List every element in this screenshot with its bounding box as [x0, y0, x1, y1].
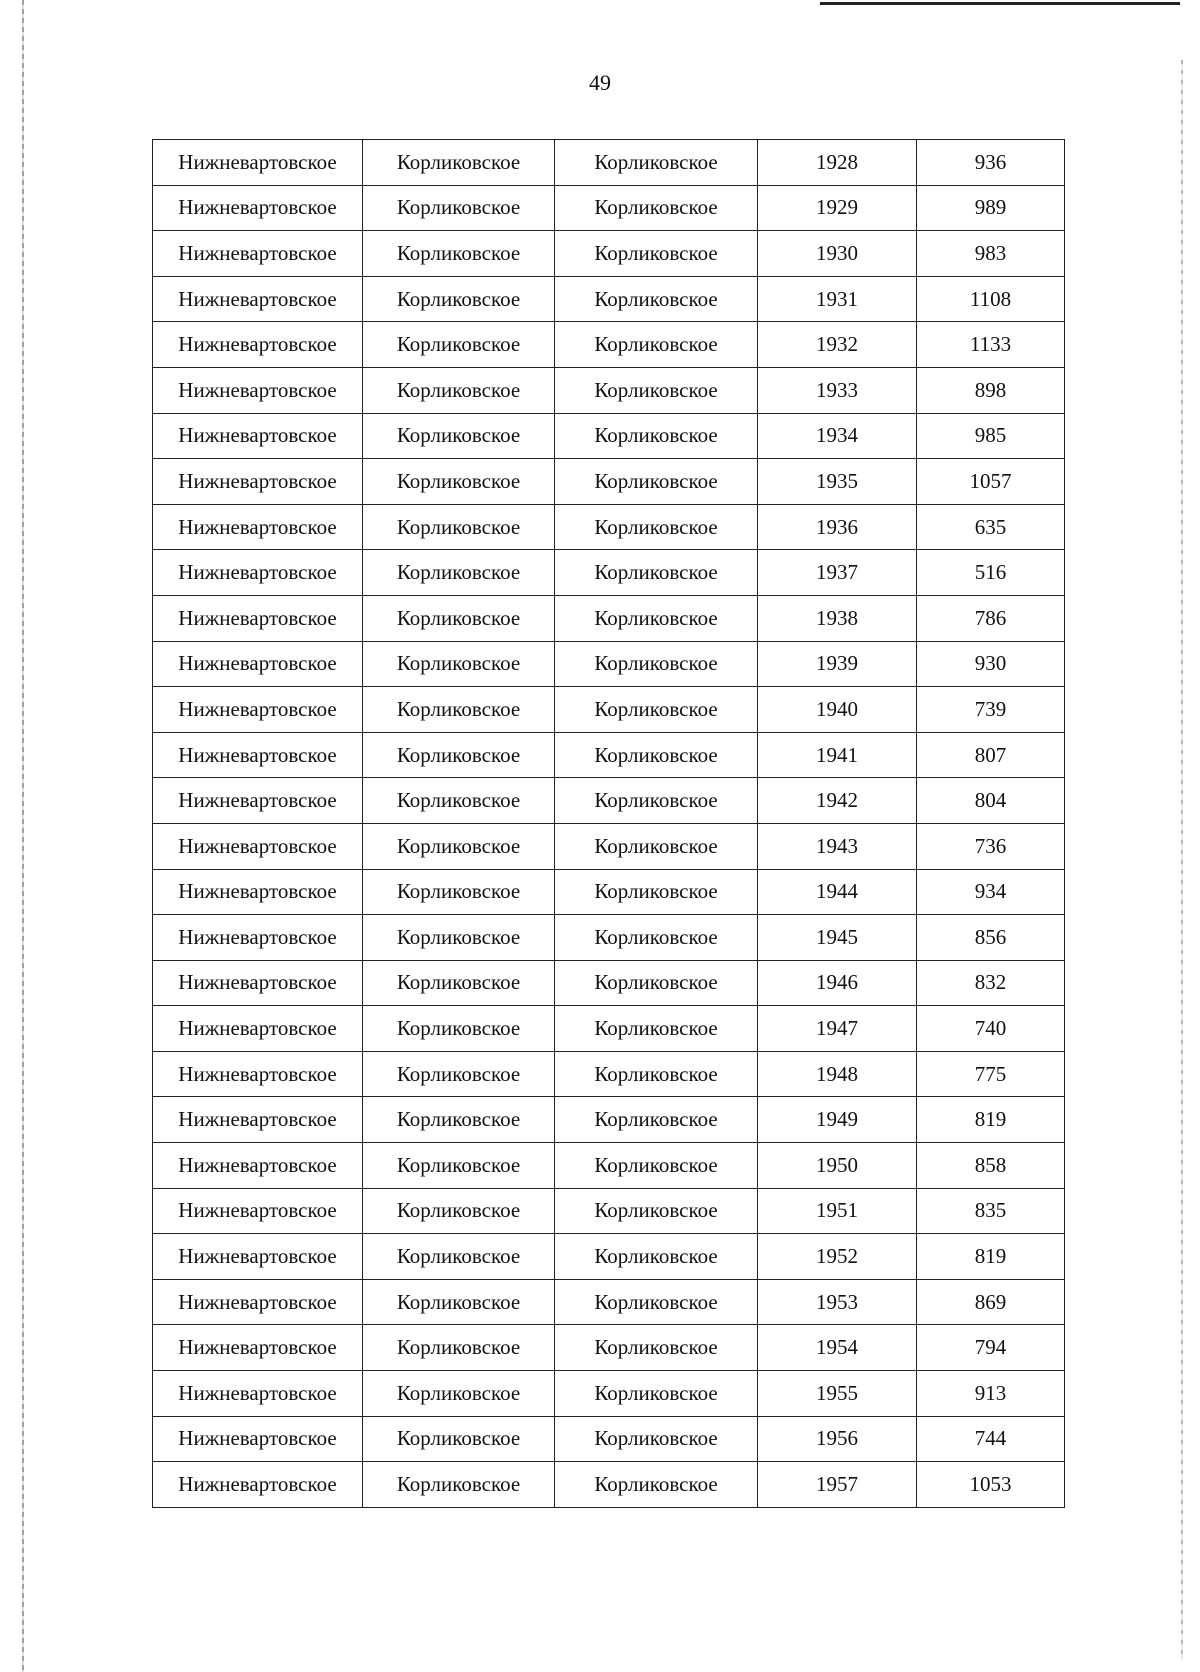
table-row: [153, 1143, 1065, 1189]
year-cell: 1943: [758, 823, 917, 869]
deposit-cell: Корликовское: [363, 732, 555, 778]
municipality-cell: Нижневартовское: [153, 641, 363, 687]
value-cell: 740: [917, 1006, 1065, 1052]
field-cell: Корликовское: [555, 1371, 758, 1417]
year-cell: 1938: [758, 595, 917, 641]
deposit-cell: Корликовское: [363, 823, 555, 869]
table-row: [153, 367, 1065, 413]
year-cell: 1953: [758, 1279, 917, 1325]
field-cell: Корликовское: [555, 687, 758, 733]
field-cell: Корликовское: [555, 732, 758, 778]
page-number: 49: [589, 70, 611, 95]
municipality-cell: Нижневартовское: [153, 1006, 363, 1052]
value-cell: 898: [917, 367, 1065, 413]
deposit-cell: Корликовское: [363, 231, 555, 277]
municipality-cell: Нижневартовское: [153, 550, 363, 596]
year-cell: 1947: [758, 1006, 917, 1052]
year-cell: 1957: [758, 1462, 917, 1508]
municipality-cell: Нижневартовское: [153, 960, 363, 1006]
table-row: [153, 687, 1065, 733]
value-cell: 819: [917, 1097, 1065, 1143]
year-cell: 1930: [758, 231, 917, 277]
year-cell: 1941: [758, 732, 917, 778]
year-cell: 1935: [758, 459, 917, 505]
field-cell: Корликовское: [555, 869, 758, 915]
year-cell: 1948: [758, 1051, 917, 1097]
data-table: [152, 139, 1065, 1508]
year-cell: 1942: [758, 778, 917, 824]
deposit-cell: Корликовское: [363, 276, 555, 322]
deposit-cell: Корликовское: [363, 1325, 555, 1371]
table-row: [153, 960, 1065, 1006]
value-cell: 516: [917, 550, 1065, 596]
value-cell: 934: [917, 869, 1065, 915]
municipality-cell: Нижневартовское: [153, 732, 363, 778]
deposit-cell: Корликовское: [363, 1188, 555, 1234]
municipality-cell: Нижневартовское: [153, 322, 363, 368]
municipality-cell: Нижневартовское: [153, 869, 363, 915]
table-row: [153, 140, 1065, 186]
field-cell: Корликовское: [555, 1462, 758, 1508]
year-cell: 1939: [758, 641, 917, 687]
field-cell: Корликовское: [555, 1416, 758, 1462]
table-row: [153, 641, 1065, 687]
field-cell: Корликовское: [555, 1097, 758, 1143]
municipality-cell: Нижневартовское: [153, 915, 363, 961]
table-row: [153, 322, 1065, 368]
value-cell: 858: [917, 1143, 1065, 1189]
table-row: [153, 1234, 1065, 1280]
municipality-cell: Нижневартовское: [153, 1325, 363, 1371]
year-cell: 1933: [758, 367, 917, 413]
table-row: [153, 778, 1065, 824]
field-cell: Корликовское: [555, 231, 758, 277]
table-row: [153, 1051, 1065, 1097]
table-row: [153, 1279, 1065, 1325]
deposit-cell: Корликовское: [363, 550, 555, 596]
value-cell: 819: [917, 1234, 1065, 1280]
field-cell: Корликовское: [555, 778, 758, 824]
field-cell: Корликовское: [555, 1188, 758, 1234]
table-row: [153, 276, 1065, 322]
municipality-cell: Нижневартовское: [153, 1143, 363, 1189]
value-cell: 744: [917, 1416, 1065, 1462]
field-cell: Корликовское: [555, 915, 758, 961]
field-cell: Корликовское: [555, 1143, 758, 1189]
table-row: [153, 1416, 1065, 1462]
municipality-cell: Нижневартовское: [153, 504, 363, 550]
header-rule: [820, 2, 1180, 5]
field-cell: Корликовское: [555, 550, 758, 596]
table-row: [153, 1325, 1065, 1371]
value-cell: 936: [917, 140, 1065, 186]
value-cell: 804: [917, 778, 1065, 824]
year-cell: 1934: [758, 413, 917, 459]
municipality-cell: Нижневартовское: [153, 459, 363, 505]
year-cell: 1931: [758, 276, 917, 322]
table-row: [153, 504, 1065, 550]
value-cell: 832: [917, 960, 1065, 1006]
scan-edge-right: [1181, 60, 1183, 1660]
deposit-cell: Корликовское: [363, 1006, 555, 1052]
year-cell: 1945: [758, 915, 917, 961]
year-cell: 1956: [758, 1416, 917, 1462]
field-cell: Корликовское: [555, 960, 758, 1006]
field-cell: Корликовское: [555, 322, 758, 368]
deposit-cell: Корликовское: [363, 504, 555, 550]
deposit-cell: Корликовское: [363, 778, 555, 824]
year-cell: 1951: [758, 1188, 917, 1234]
field-cell: Корликовское: [555, 1325, 758, 1371]
municipality-cell: Нижневартовское: [153, 1279, 363, 1325]
year-cell: 1955: [758, 1371, 917, 1417]
field-cell: Корликовское: [555, 1279, 758, 1325]
deposit-cell: Корликовское: [363, 140, 555, 186]
field-cell: Корликовское: [555, 595, 758, 641]
year-cell: 1929: [758, 185, 917, 231]
value-cell: 1053: [917, 1462, 1065, 1508]
year-cell: 1954: [758, 1325, 917, 1371]
deposit-cell: Корликовское: [363, 1097, 555, 1143]
municipality-cell: Нижневартовское: [153, 1097, 363, 1143]
municipality-cell: Нижневартовское: [153, 413, 363, 459]
deposit-cell: Корликовское: [363, 641, 555, 687]
value-cell: 775: [917, 1051, 1065, 1097]
table-row: [153, 1188, 1065, 1234]
value-cell: 913: [917, 1371, 1065, 1417]
municipality-cell: Нижневартовское: [153, 367, 363, 413]
year-cell: 1950: [758, 1143, 917, 1189]
field-cell: Корликовское: [555, 459, 758, 505]
table-row: [153, 1462, 1065, 1508]
table-row: [153, 869, 1065, 915]
municipality-cell: Нижневартовское: [153, 185, 363, 231]
year-cell: 1940: [758, 687, 917, 733]
field-cell: Корликовское: [555, 641, 758, 687]
field-cell: Корликовское: [555, 1006, 758, 1052]
deposit-cell: Корликовское: [363, 1051, 555, 1097]
value-cell: 983: [917, 231, 1065, 277]
value-cell: 930: [917, 641, 1065, 687]
table-row: [153, 732, 1065, 778]
municipality-cell: Нижневартовское: [153, 1051, 363, 1097]
deposit-cell: Корликовское: [363, 915, 555, 961]
table-row: [153, 595, 1065, 641]
municipality-cell: Нижневартовское: [153, 687, 363, 733]
table-row: [153, 1371, 1065, 1417]
table-row: [153, 823, 1065, 869]
value-cell: 1133: [917, 322, 1065, 368]
value-cell: 635: [917, 504, 1065, 550]
year-cell: 1932: [758, 322, 917, 368]
year-cell: 1944: [758, 869, 917, 915]
year-cell: 1928: [758, 140, 917, 186]
value-cell: 989: [917, 185, 1065, 231]
field-cell: Корликовское: [555, 140, 758, 186]
field-cell: Корликовское: [555, 823, 758, 869]
field-cell: Корликовское: [555, 413, 758, 459]
value-cell: 869: [917, 1279, 1065, 1325]
value-cell: 835: [917, 1188, 1065, 1234]
municipality-cell: Нижневартовское: [153, 1462, 363, 1508]
deposit-cell: Корликовское: [363, 869, 555, 915]
table-body: [153, 140, 1065, 1508]
value-cell: 794: [917, 1325, 1065, 1371]
deposit-cell: Корликовское: [363, 1279, 555, 1325]
deposit-cell: Корликовское: [363, 1234, 555, 1280]
table-row: [153, 231, 1065, 277]
year-cell: 1946: [758, 960, 917, 1006]
municipality-cell: Нижневартовское: [153, 140, 363, 186]
table-row: [153, 1006, 1065, 1052]
deposit-cell: Корликовское: [363, 1416, 555, 1462]
year-cell: 1949: [758, 1097, 917, 1143]
municipality-cell: Нижневартовское: [153, 1188, 363, 1234]
field-cell: Корликовское: [555, 367, 758, 413]
field-cell: Корликовское: [555, 1234, 758, 1280]
table-row: [153, 1097, 1065, 1143]
deposit-cell: Корликовское: [363, 1462, 555, 1508]
municipality-cell: Нижневартовское: [153, 823, 363, 869]
value-cell: 856: [917, 915, 1065, 961]
year-cell: 1937: [758, 550, 917, 596]
deposit-cell: Корликовское: [363, 185, 555, 231]
value-cell: 1108: [917, 276, 1065, 322]
municipality-cell: Нижневартовское: [153, 1234, 363, 1280]
deposit-cell: Корликовское: [363, 322, 555, 368]
municipality-cell: Нижневартовское: [153, 276, 363, 322]
table-row: [153, 185, 1065, 231]
deposit-cell: Корликовское: [363, 459, 555, 505]
field-cell: Корликовское: [555, 276, 758, 322]
value-cell: 1057: [917, 459, 1065, 505]
value-cell: 786: [917, 595, 1065, 641]
field-cell: Корликовское: [555, 504, 758, 550]
value-cell: 985: [917, 413, 1065, 459]
municipality-cell: Нижневартовское: [153, 1416, 363, 1462]
deposit-cell: Корликовское: [363, 687, 555, 733]
municipality-cell: Нижневартовское: [153, 1371, 363, 1417]
year-cell: 1936: [758, 504, 917, 550]
field-cell: Корликовское: [555, 1051, 758, 1097]
value-cell: 807: [917, 732, 1065, 778]
municipality-cell: Нижневартовское: [153, 595, 363, 641]
deposit-cell: Корликовское: [363, 413, 555, 459]
table-row: [153, 915, 1065, 961]
deposit-cell: Корликовское: [363, 1371, 555, 1417]
scan-edge-left: [22, 0, 24, 1672]
municipality-cell: Нижневартовское: [153, 231, 363, 277]
value-cell: 739: [917, 687, 1065, 733]
deposit-cell: Корликовское: [363, 595, 555, 641]
deposit-cell: Корликовское: [363, 367, 555, 413]
table-row: [153, 459, 1065, 505]
year-cell: 1952: [758, 1234, 917, 1280]
table-row: [153, 413, 1065, 459]
municipality-cell: Нижневартовское: [153, 778, 363, 824]
field-cell: Корликовское: [555, 185, 758, 231]
deposit-cell: Корликовское: [363, 1143, 555, 1189]
deposit-cell: Корликовское: [363, 960, 555, 1006]
table-row: [153, 550, 1065, 596]
value-cell: 736: [917, 823, 1065, 869]
